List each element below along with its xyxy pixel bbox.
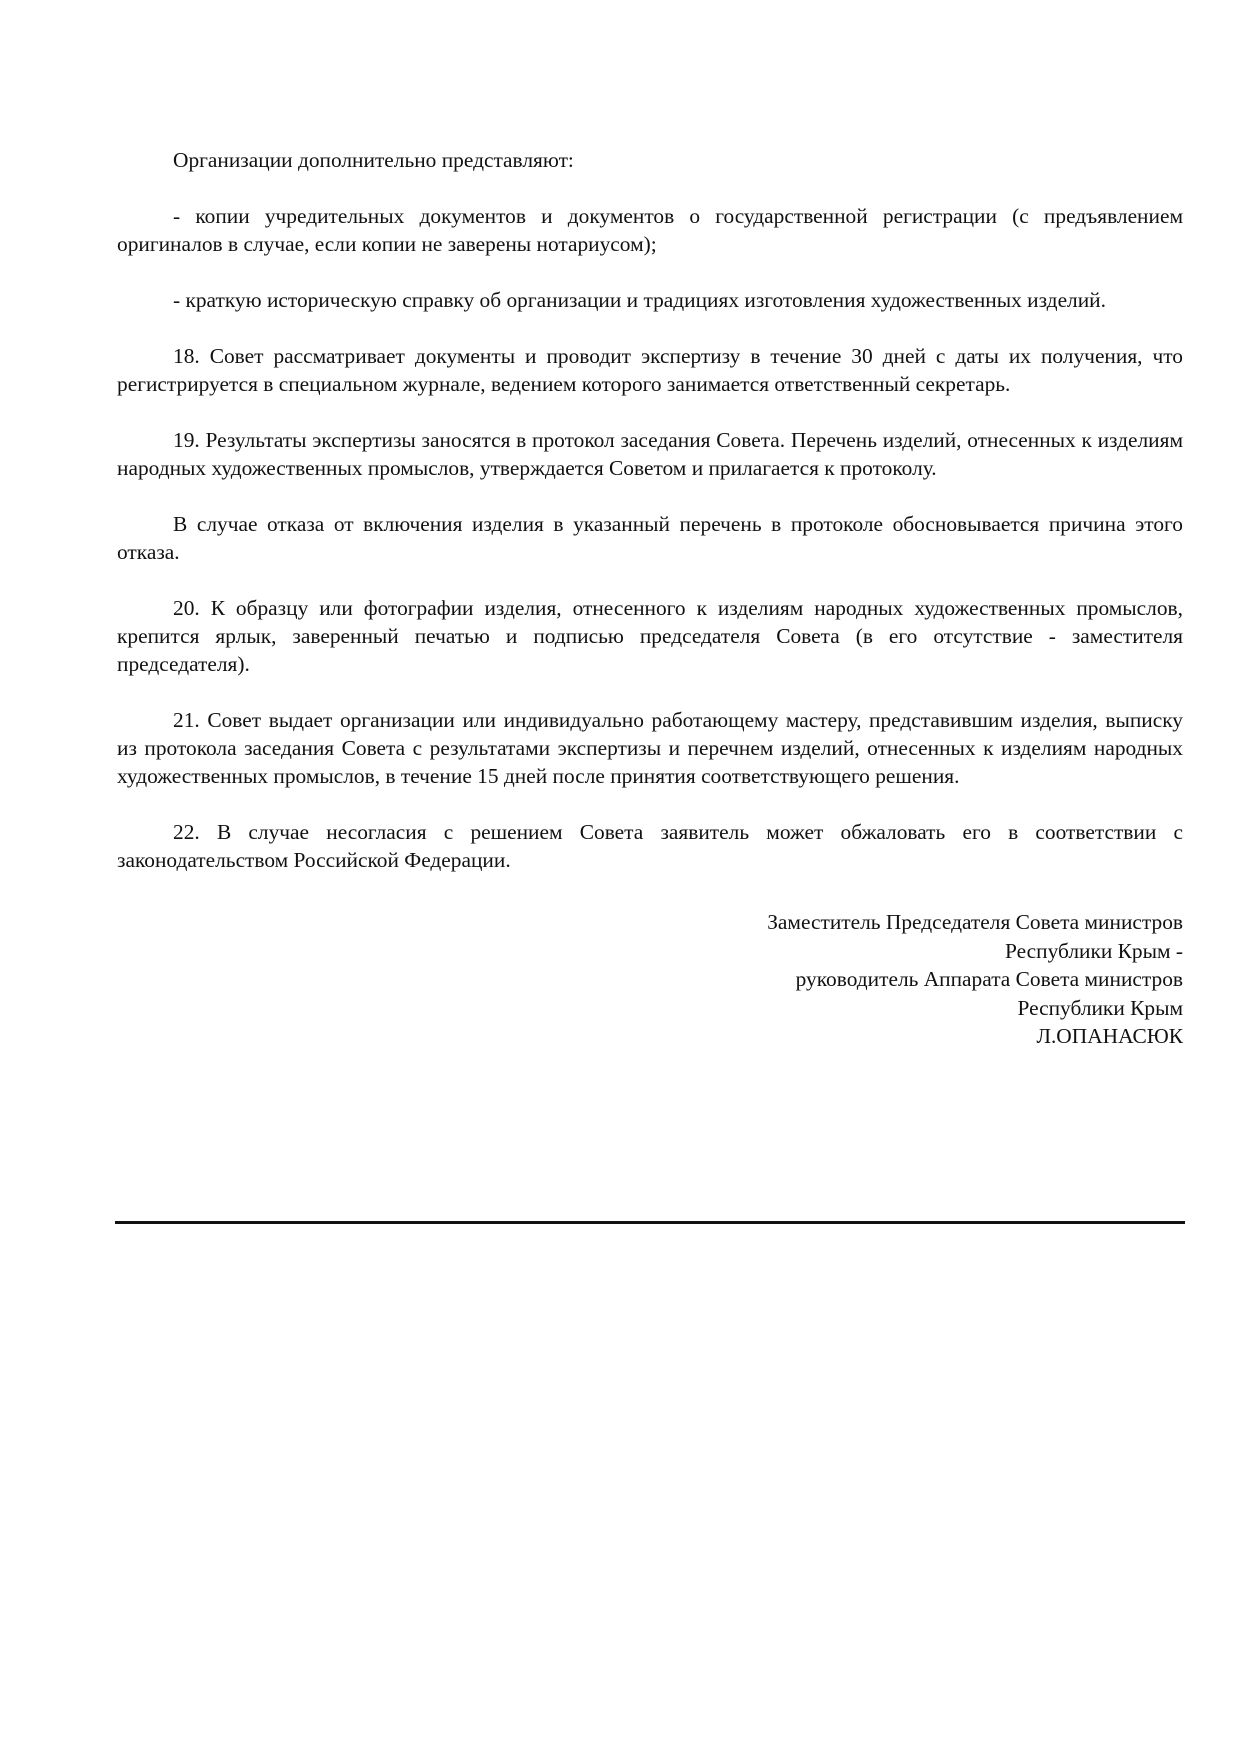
paragraph-item-19: 19. Результаты экспертизы заносятся в протокол заседания Совета. Перечень изделий, отнесенных к изделиям народных художественных промыслов, утверждается Советом и прилагается к протоколу. [117,428,1183,480]
paragraph-list-item-founding-documents: - копии учредительных документов и документов о государственной регистрации (с предъявлением оригиналов в случае, если копии не заверены нотариусом); [117,204,1183,256]
paragraph-item-18: 18. Совет рассматривает документы и проводит экспертизу в течение 30 дней с даты их получения, что регистрируется в специальном журнале, ведением которого занимается ответственный секретарь. [117,344,1183,396]
signature-line-title: Заместитель Председателя Совета министров [767,910,1183,934]
signature-name: Л.ОПАНАСЮК [1036,1024,1183,1048]
paragraph-refusal-reason: В случае отказа от включения изделия в указанный перечень в протоколе обосновывается причина этого отказа. [117,512,1183,564]
paragraph-item-22: 22. В случае несогласия с решением Совета заявитель может обжаловать его в соответствии с законодательством Российской Федерации. [117,820,1183,872]
signature-line-head-of-apparatus: руководитель Аппарата Совета министров [795,967,1183,991]
document-page [117,146,1183,1051]
paragraph-list-item-historical-note: - краткую историческую справку об организации и традициях изготовления художественных изделий. [173,288,1106,312]
signature-line-republic-2: Республики Крым [1017,995,1183,1020]
horizontal-divider [115,1221,1185,1224]
paragraph-item-21: 21. Совет выдает организации или индивидуально работающему мастеру, представившим изделия, выписку из протокола заседания Совета с результатами экспертизы и перечнем изделий, отнесенных к изделиям народных художественных промыслов, в течение 15 дней после принятия соответствующего решения. [117,708,1183,788]
paragraph-item-20: 20. К образцу или фотографии изделия, отнесенного к изделиям народных художественных промыслов, крепится ярлык, заверенный печатью и подписью председателя Совета (в его отсутствие - заместителя председателя). [117,596,1183,676]
signature-block [117,908,1183,1051]
signature-line-republic: Республики Крым - [1005,938,1183,963]
paragraph-organizations-intro: Организации дополнительно представляют: [173,148,574,172]
